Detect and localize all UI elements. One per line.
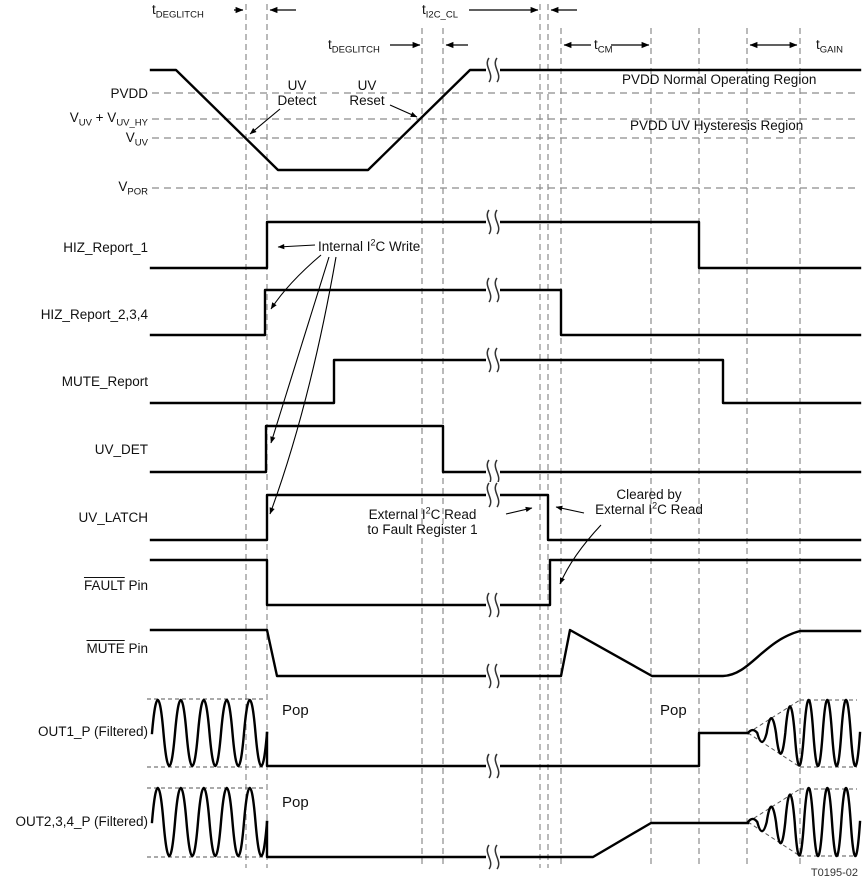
voltage-reference-lines bbox=[152, 93, 860, 188]
er-p2: C Read bbox=[430, 507, 477, 522]
pop-label-out1-left: Pop bbox=[282, 702, 309, 719]
v-base: V bbox=[118, 179, 128, 194]
uv-reset-line2: Reset bbox=[349, 93, 385, 108]
cleared-arrow-fault bbox=[560, 525, 601, 584]
t-gain-label bbox=[816, 37, 843, 56]
fault-pin-waveform bbox=[151, 560, 860, 605]
external-i2c-read-label bbox=[340, 507, 505, 537]
internal-write-arrow-uvlatch bbox=[270, 257, 336, 514]
iw-p2: C Write bbox=[375, 239, 421, 254]
pvdd-hysteresis-region-label: PVDD UV Hysteresis Region bbox=[630, 118, 804, 133]
cb-line1: Cleared by bbox=[616, 487, 682, 502]
external-read-arrow bbox=[506, 508, 532, 514]
internal-write-arrow-hiz1 bbox=[278, 245, 315, 247]
v-sub: UV_HY bbox=[116, 117, 148, 129]
iw-p1: Internal I bbox=[318, 239, 371, 254]
er-sup: 2 bbox=[425, 505, 431, 516]
cb-p2: C Read bbox=[657, 502, 703, 517]
fault-overline: FAULT bbox=[83, 578, 125, 593]
t-sub: I2C_CL bbox=[425, 9, 458, 21]
t-sub: CM bbox=[597, 44, 613, 56]
t-cm-label bbox=[594, 37, 613, 56]
out234-rail bbox=[267, 822, 748, 857]
uv-latch-waveform bbox=[151, 495, 860, 540]
signal-label-mute-pin bbox=[86, 641, 148, 656]
hiz-report-1-waveform bbox=[151, 222, 860, 268]
sine-burst bbox=[748, 788, 860, 856]
vpor-level-label bbox=[118, 179, 148, 198]
sine-burst bbox=[152, 788, 267, 856]
uv-reset-label bbox=[345, 78, 389, 108]
t-deglitch-1-label bbox=[152, 2, 204, 21]
pvdd-level-label: PVDD bbox=[110, 86, 148, 101]
internal-write-arrow-uvdet bbox=[271, 257, 329, 443]
signal-label-uv-latch: UV_LATCH bbox=[78, 510, 148, 525]
uv-reset-line1: UV bbox=[357, 78, 377, 93]
signal-label-fault-pin bbox=[84, 578, 148, 593]
t-sub: DEGLITCH bbox=[331, 44, 380, 56]
mute-report-waveform bbox=[151, 360, 860, 403]
signal-label-hiz-report-1: HIZ_Report_1 bbox=[63, 240, 148, 255]
cb-sup: 2 bbox=[652, 500, 658, 511]
v-sub: UV bbox=[134, 137, 148, 149]
timing-arrows bbox=[234, 10, 797, 45]
uv-detect-line1: UV bbox=[287, 78, 307, 93]
uv-detect-line2: Detect bbox=[277, 93, 317, 108]
cb-p1: External I bbox=[595, 502, 653, 517]
uv-det-waveform bbox=[151, 426, 860, 472]
v-sub: UV bbox=[78, 117, 92, 129]
pvdd-normal-region-label: PVDD Normal Operating Region bbox=[622, 72, 817, 87]
t-sub: GAIN bbox=[819, 44, 843, 56]
internal-i2c-write-label bbox=[318, 239, 420, 254]
uv-reset-arrow bbox=[390, 105, 417, 117]
out1-rail bbox=[267, 733, 748, 766]
internal-write-arrow-hiz234 bbox=[271, 255, 321, 309]
cb-line2 bbox=[588, 502, 710, 517]
uv-detect-arrow bbox=[250, 109, 280, 134]
v-base: + V bbox=[91, 110, 117, 125]
signal-label-uv-det: UV_DET bbox=[94, 442, 148, 457]
er-line2: to Fault Register 1 bbox=[367, 522, 478, 537]
figure-code: T0195-02 bbox=[810, 867, 858, 879]
mute-overline: MUTE bbox=[86, 641, 125, 656]
sine-burst bbox=[748, 700, 860, 766]
mute-pin-waveform bbox=[151, 630, 860, 676]
uv-detect-label bbox=[274, 78, 320, 108]
vuv-plus-hy-level-label bbox=[69, 110, 148, 129]
t-i2c-cl-label bbox=[422, 2, 458, 21]
er-p1: External I bbox=[368, 507, 426, 522]
cleared-by-label bbox=[588, 487, 710, 517]
t-deglitch-2-label bbox=[328, 37, 380, 56]
t-base: t bbox=[816, 37, 820, 52]
signal-label-out234-p: OUT2,3,4_P (Filtered) bbox=[15, 814, 148, 829]
sine-burst bbox=[152, 700, 267, 766]
timeline-gridlines bbox=[246, 4, 800, 868]
iw-sup: 2 bbox=[370, 237, 376, 248]
cleared-arrow-uvlatch bbox=[556, 507, 584, 513]
vuv-level-label bbox=[125, 130, 148, 149]
v-base: V bbox=[69, 110, 79, 125]
signal-label-mute-report: MUTE_Report bbox=[61, 374, 148, 389]
signal-label-hiz-report-234: HIZ_Report_2,3,4 bbox=[40, 307, 148, 322]
t-base: t bbox=[152, 2, 156, 17]
pop-label-out234-left: Pop bbox=[282, 794, 309, 811]
er-line1 bbox=[340, 507, 505, 522]
v-sub: POR bbox=[127, 186, 148, 198]
v-base: V bbox=[125, 130, 135, 145]
t-sub: DEGLITCH bbox=[155, 9, 204, 21]
fault-rest: Pin bbox=[124, 578, 148, 593]
signal-label-out1-p: OUT1_P (Filtered) bbox=[37, 724, 148, 739]
t-base: t bbox=[422, 2, 426, 17]
t-base: t bbox=[328, 37, 332, 52]
hiz-report-234-waveform bbox=[151, 290, 860, 335]
pop-label-out1-right: Pop bbox=[660, 702, 687, 719]
mute-rest: Pin bbox=[124, 641, 148, 656]
t-base: t bbox=[594, 37, 598, 52]
